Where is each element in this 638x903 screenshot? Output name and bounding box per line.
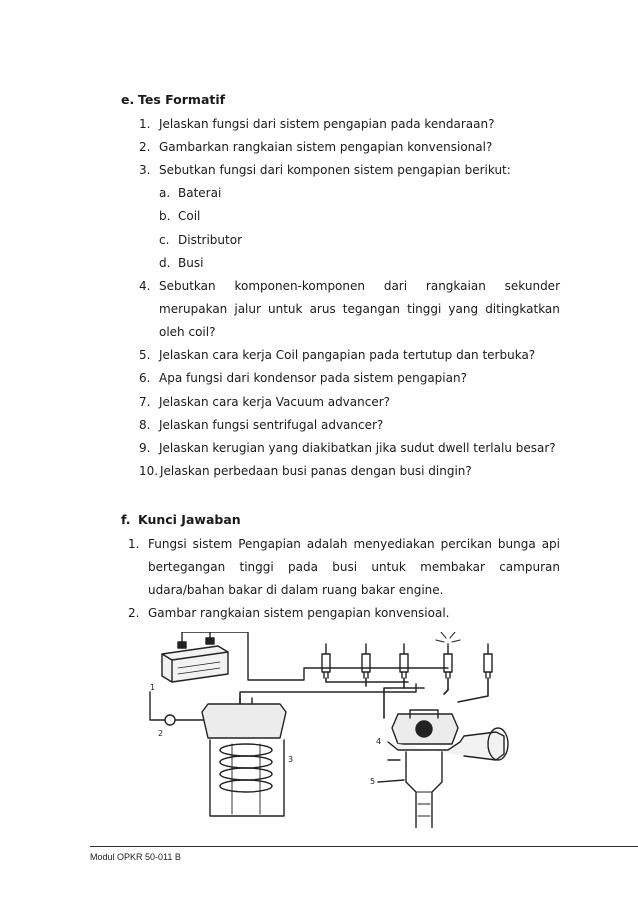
footer-divider (90, 846, 638, 847)
question-number: 3. (139, 163, 151, 177)
question-1: Jelaskan fungsi dari sistem pengapian pada kendaraan? (159, 117, 495, 131)
answer-number: 2. (128, 606, 140, 620)
section-e-marker: e. (121, 92, 135, 107)
word: sekunder (504, 279, 560, 293)
question-number: 5. (139, 348, 151, 362)
word: busi (332, 560, 358, 574)
footer-module-code: Modul OPKR 50-011 B (90, 852, 181, 862)
sub-item-busi: Busi (178, 256, 204, 270)
question-number: 8. (139, 418, 151, 432)
question-3: Sebutkan fungsi dari komponen sistem pengapian berikut: (159, 163, 511, 177)
answer-1-line-1 (148, 536, 560, 552)
sub-item-marker: b. (159, 209, 171, 223)
question-6: Apa fungsi dari kondensor pada sistem pengapian? (159, 371, 467, 385)
answer-number: 1. (128, 537, 140, 551)
word: ditingkatkan (485, 302, 560, 316)
sub-item-marker: a. (159, 186, 171, 200)
section-e-title: Tes Formatif (138, 92, 226, 107)
ignition-circuit-diagram (148, 632, 516, 828)
distributor-icon (378, 710, 508, 828)
word: yang (448, 302, 479, 316)
callout-label: 2 (158, 729, 164, 738)
question-9: Jelaskan kerugian yang diakibatkan jika sudut dwell terlalu besar? (159, 441, 556, 455)
question-number: 2. (139, 140, 151, 154)
word: menyediakan (353, 537, 435, 551)
callout-label: 5 (370, 777, 376, 786)
callout-label: 3 (288, 755, 294, 764)
question-4-line-1 (159, 278, 560, 294)
question-number: 6. (139, 371, 151, 385)
answer-2: Gambar rangkaian sistem pengapian konvensioal. (148, 606, 450, 620)
section-f-heading (121, 512, 241, 527)
question-number: 4. (139, 279, 151, 293)
question-number: 9. (139, 441, 151, 455)
word: rangkaian (425, 279, 486, 293)
section-f-title: Kunci Jawaban (138, 512, 241, 527)
callout-label: 4 (376, 737, 382, 746)
word: Pengapian (238, 537, 301, 551)
word: merupakan (159, 302, 228, 316)
word: percikan (440, 537, 492, 551)
spark-plug-icon (322, 632, 492, 678)
answer-1-line-3: udara/bahan bakar di dalam ruang bakar engine. (148, 583, 444, 597)
answer-1-line-2 (148, 559, 560, 575)
word: tinggi (407, 302, 442, 316)
section-e-heading (121, 92, 225, 107)
question-10: Jelaskan perbedaan busi panas dengan busi dingin? (160, 464, 472, 478)
question-number: 7. (139, 395, 151, 409)
word: dari (383, 279, 408, 293)
word: tegangan (342, 302, 401, 316)
section-f-marker: f. (121, 512, 131, 527)
callout-label: 1 (150, 683, 156, 692)
word: bertegangan (148, 560, 226, 574)
question-number: 1. (139, 117, 151, 131)
sub-item-distributor: Distributor (178, 233, 243, 247)
word: sistem (192, 537, 233, 551)
word: untuk (371, 560, 406, 574)
word: bunga (497, 537, 536, 551)
word: arus (309, 302, 336, 316)
sub-item-coil: Coil (178, 209, 201, 223)
ignition-coil-icon (202, 698, 286, 816)
word: untuk (268, 302, 303, 316)
question-8: Jelaskan fungsi sentrifugal advancer? (159, 418, 384, 432)
sub-item-marker: d. (159, 256, 171, 270)
word: api (541, 537, 560, 551)
question-7: Jelaskan cara kerja Vacuum advancer? (159, 395, 391, 409)
question-number: 10. (139, 464, 159, 478)
sub-item-marker: c. (159, 233, 170, 247)
question-4-line-2 (159, 301, 560, 317)
word: membakar (420, 560, 485, 574)
word: adalah (306, 537, 348, 551)
question-5: Jelaskan cara kerja Coil pangapian pada tertutup dan terbuka? (159, 348, 536, 362)
battery-icon (162, 638, 228, 682)
sub-item-baterai: Baterai (178, 186, 222, 200)
question-4-line-3: oleh coil? (159, 325, 216, 339)
word: tinggi (239, 560, 274, 574)
word: pada (288, 560, 318, 574)
word: komponen-komponen (234, 279, 365, 293)
word: campuran (499, 560, 560, 574)
word: jalur (234, 302, 261, 316)
word: Fungsi (148, 537, 187, 551)
word: Sebutkan (159, 279, 216, 293)
question-2: Gambarkan rangkaian sistem pengapian konvensional? (159, 140, 493, 154)
